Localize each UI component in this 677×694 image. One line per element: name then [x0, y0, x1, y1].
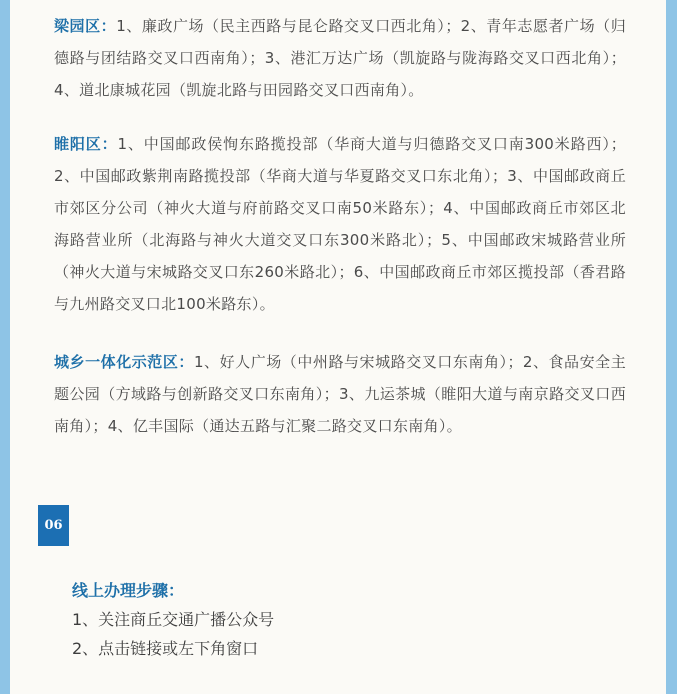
steps-title: 线上办理步骤：	[72, 581, 185, 600]
section-number-badge: 06	[38, 505, 69, 546]
section-text: 1、好人广场（中州路与宋城路交叉口东南角）；2、食品安全主题公园（方域路与创新路交叉口东南角）；3、九运茶城（睢阳大道与南京路交叉口西南角）；4、亿丰国际（通达五路与汇聚二路交叉口东南角）。	[54, 353, 626, 435]
section-liangyuan	[54, 10, 626, 106]
section-integration-zone	[54, 346, 626, 442]
section-label: 城乡一体化示范区：	[54, 353, 194, 371]
section-text: 1、廉政广场（民主西路与昆仑路交叉口西北角）；2、青年志愿者广场（归德路与团结路交叉口西南角）；3、港汇万达广场（凯旋路与陇海路交叉口西北角）；4、道北康城花园（凯旋北路与田园路交叉口西南角）。	[54, 17, 626, 99]
step-item: 2、点击链接或左下角窗口	[72, 639, 259, 658]
step-item: 1、关注商丘交通广播公众号	[72, 610, 275, 629]
section-label: 梁园区：	[54, 17, 117, 35]
section-label: 睢阳区：	[54, 135, 118, 153]
article-page	[10, 0, 666, 694]
section-text: 1、中国邮政侯恂东路揽投部（华商大道与归德路交叉口南300米路西）；2、中国邮政紫荆南路揽投部（华商大道与华夏路交叉口东北角）；3、中国邮政商丘市郊区分公司（神火大道与府前路交叉口南50米路东）；4、中国邮政商丘市郊区北海路营业所（北海路与神火大道交叉口东300米路北）；5、中国邮政宋城路营业所（神火大道与宋城路交叉口东260米路北）；6、中国邮政商丘市郊区揽投部（香君路与九州路交叉口北100米路东）。	[54, 135, 626, 313]
section-suiyang	[54, 128, 626, 320]
online-steps	[72, 576, 612, 663]
